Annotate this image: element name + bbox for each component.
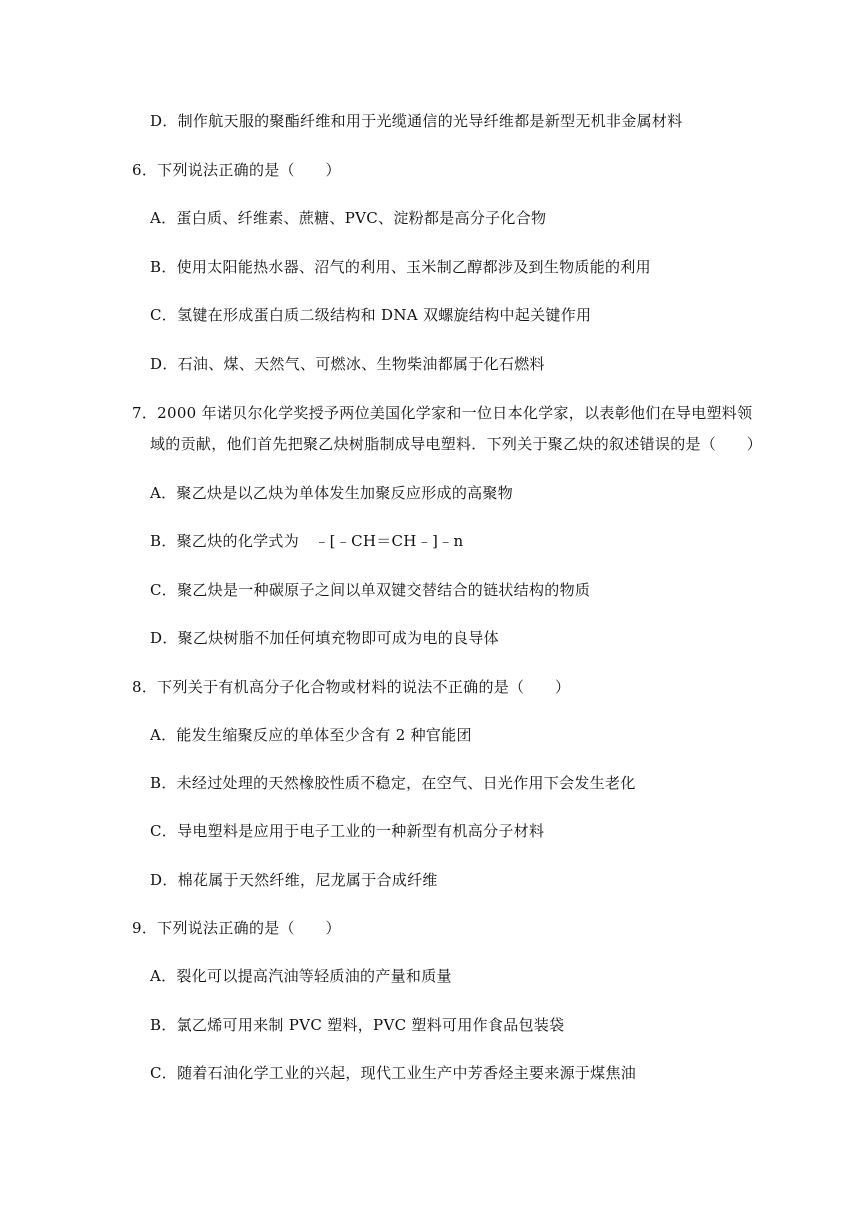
q7-option-a: A．聚乙炔是以乙炔为单体发生加聚反应形成的高聚物 — [150, 484, 514, 502]
q7-stem-continued: 域的贡献，他们首先把聚乙炔树脂制成导电塑料．下列关于聚乙炔的叙述错误的是（ ） — [150, 435, 763, 453]
q9-option-c: C．随着石油化学工业的兴起，现代工业生产中芳香烃主要来源于煤焦油 — [150, 1064, 637, 1082]
q8-option-b: B．未经过处理的天然橡胶性质不稳定，在空气、日光作用下会发生老化 — [150, 774, 636, 792]
q6-option-c: C．氢键在形成蛋白质二级结构和 DNA 双螺旋结构中起关键作用 — [150, 306, 592, 324]
q7-option-c: C．聚乙炔是一种碳原子之间以单双键交替结合的链状结构的物质 — [150, 581, 591, 599]
q7-option-d: D．聚乙炔树脂不加任何填充物即可成为电的良导体 — [150, 629, 499, 647]
q9-option-a: A．裂化可以提高汽油等轻质油的产量和质量 — [150, 967, 452, 985]
q9-stem: 9．下列说法正确的是（ ） — [132, 919, 341, 937]
q7-stem: 7．2000 年诺贝尔化学奖授予两位美国化学家和一位日本化学家，以表彰他们在导电塑料领 — [132, 404, 753, 422]
q6-option-b: B．使用太阳能热水器、沼气的利用、玉米制乙醇都涉及到生物质能的利用 — [150, 258, 651, 276]
q6-option-d: D．石油、煤、天然气、可燃冰、生物柴油都属于化石燃料 — [150, 355, 545, 373]
q8-stem: 8．下列关于有机高分子化合物或材料的说法不正确的是（ ） — [132, 678, 571, 696]
q9-option-b: B．氯乙烯可用来制 PVC 塑料，PVC 塑料可用作食品包装袋 — [150, 1016, 565, 1034]
q6-stem: 6．下列说法正确的是（ ） — [132, 161, 341, 179]
q6-option-a: A．蛋白质、纤维素、蔗糖、PVC、淀粉都是高分子化合物 — [150, 209, 547, 227]
q8-option-d: D．棉花属于天然纤维，尼龙属于合成纤维 — [150, 871, 438, 889]
q8-option-a: A．能发生缩聚反应的单体至少含有 2 种官能团 — [150, 726, 472, 744]
q5-option-d: D．制作航天服的聚酯纤维和用于光缆通信的光导纤维都是新型无机非金属材料 — [150, 112, 683, 130]
q8-option-c: C．导电塑料是应用于电子工业的一种新型有机高分子材料 — [150, 822, 545, 840]
q7-option-b: B．聚乙炔的化学式为 ﹣[﹣CH＝CH﹣]﹣n — [150, 532, 464, 550]
